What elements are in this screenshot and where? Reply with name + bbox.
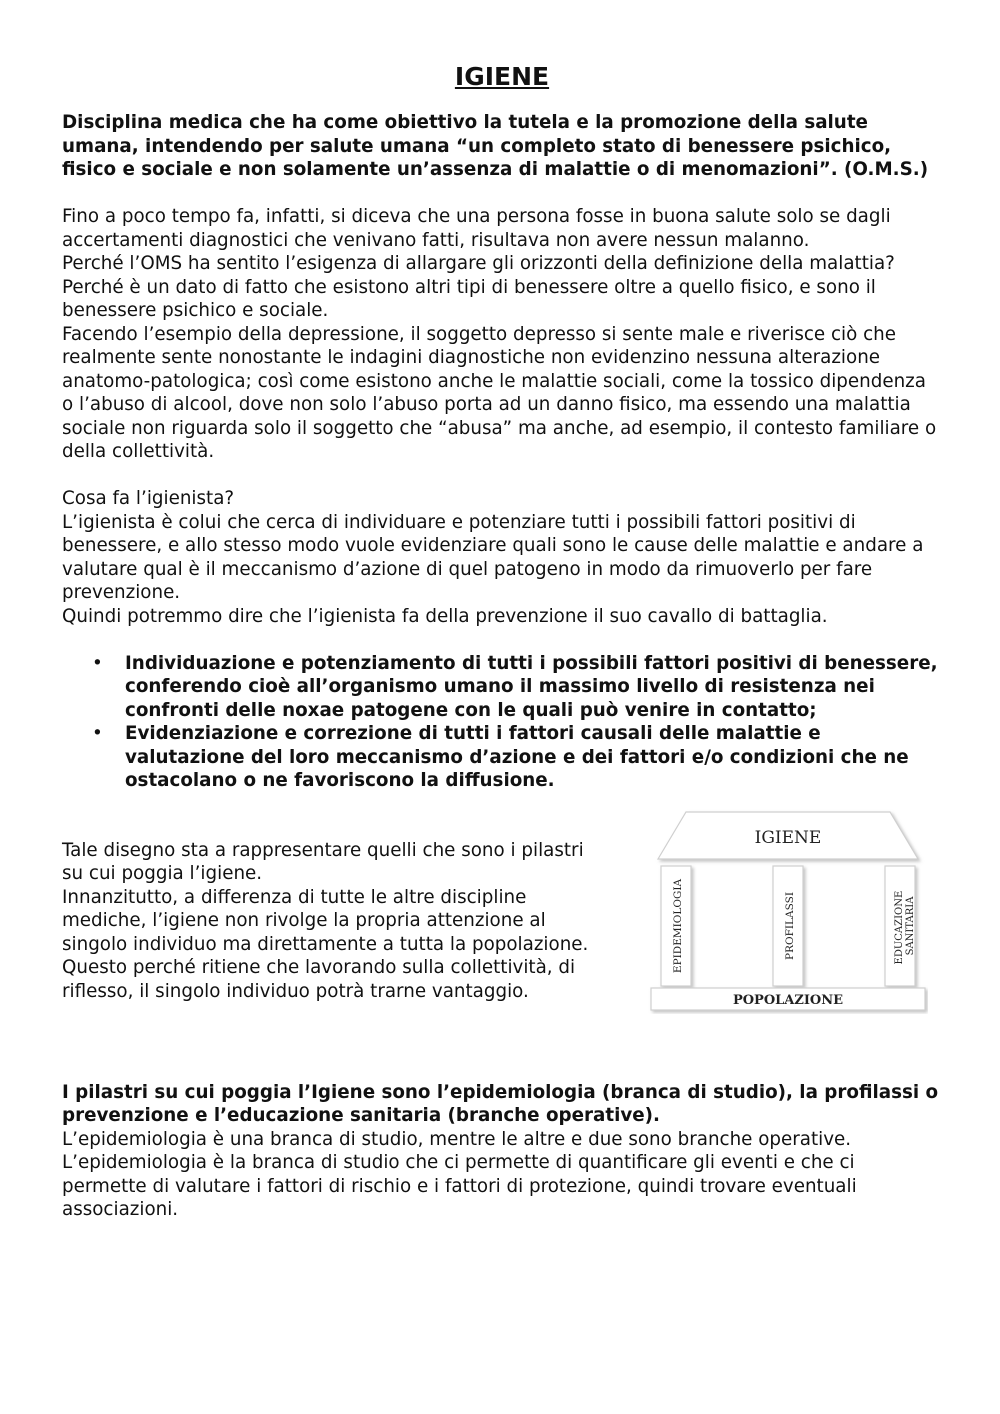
hygienist-conclusion: Quindi potremmo dire che l’igienista fa della prevenzione il suo cavallo di battaglia.: [62, 605, 828, 627]
epidemiology-definition: L’epidemiologia è la branca di studio che ci permette di quantificare gli eventi e che ci permette di valutare i fattori di rischio e i fattori di protezione, quindi trovare eventuali associazioni.: [62, 1152, 857, 1220]
depression-example: Facendo l’esempio della depressione, il soggetto depresso si sente male e riverisce ciò che realmente sente nonostante le indagini diagnostiche non evidenzino nessuna alterazione anatomo-patologica; così come esistono anche le malattie sociali, come la tossico dipendenza o l’abuso di alcool, dove non solo l’abuso porta ad un danno fisico, ma essendo una malattia sociale non riguarda solo il soggetto che “abusa” ma anche, ad esempio, il contesto familiare o della collettività.: [62, 323, 937, 462]
figure-section: [62, 827, 942, 1079]
list-item: [92, 652, 942, 723]
objectives-list: [62, 652, 942, 793]
diagram-base-label: POPOLAZIONE: [732, 992, 844, 1008]
figure-caption-text: [62, 839, 602, 1004]
definition-paragraph: Disciplina medica che ha come obiettivo la tutela e la promozione della salute umana, intendendo per salute umana “un completo stato di benessere psichico, fisico e sociale e non solamente un’assenza di malattie o di menomazioni”. (O.M.S.): [62, 112, 929, 180]
bullet-icon: •: [92, 723, 103, 744]
diagram-pillar-label: EDUCAZIONE SANITARIA: [894, 890, 916, 964]
list-item-text: Evidenziazione e correzione di tutti i fattori causali delle malattie e valutazione del loro meccanismo d’azione e dei fattori e/o condizioni che ne ostacolano o ne favoriscono la diffusione.: [125, 723, 909, 791]
spacer: [62, 628, 942, 652]
diagram-pillar-label: EPIDEMIOLOGIA: [672, 878, 684, 973]
list-item: [92, 722, 942, 793]
diagram-roof-label: IGIENE: [754, 827, 822, 848]
pillars-summary: I pilastri su cui poggia l’Igiene sono l’epidemiologia (branca di studio), la profilassi o prevenzione e l’educazione sanitaria (branche operative).: [62, 1081, 939, 1126]
closing-section: [62, 1081, 942, 1222]
diagram-pillar-label: PROFILASSI: [784, 891, 796, 960]
page-title: IGIENE: [454, 62, 550, 91]
oms-question: Perché l’OMS ha sentito l’esigenza di allargare gli orizzonti della definizione della malattia?: [62, 253, 895, 274]
oms-answer: Perché è un dato di fatto che esistono altri tipi di benessere oltre a quello fisico, e sono il benessere psichico e sociale.: [62, 276, 876, 321]
hygiene-pillars-diagram: [648, 809, 928, 1014]
bullet-icon: •: [92, 652, 103, 674]
hygienist-description: L’igienista è colui che cerca di individuare e potenziare tutti i possibili fattori positivi di benessere, e allo stesso modo vuole evidenziare quali sono le cause delle malattie e andare a valutare qual è il meccanismo d’azione di quel patogeno in modo da rimuoverlo per fare prevenzione.: [62, 511, 924, 603]
spacer: [62, 464, 942, 488]
hygienist-question: Cosa fa l’igienista?: [62, 488, 235, 509]
figure-intro: Tale disegno sta a rappresentare quelli che sono i pilastri su cui poggia l’igiene.: [62, 839, 584, 884]
list-item-text: Individuazione e potenziamento di tutti i possibili fattori positivi di benessere, conferendo cioè all’organismo umano il massimo livello di resistenza nei confronti delle noxae patogene con le quali può venire in contatto;: [125, 652, 938, 721]
spacer: [62, 182, 942, 206]
figure-explanation: Innanzitutto, a differenza di tutte le altre discipline mediche, l’igiene non rivolge la propria attenzione al singolo individuo ma direttamente a tutta la popolazione. Questo perché ritiene che lavorando sulla collettività, di riflesso, il singolo individuo potrà trarne vantaggio.: [62, 886, 589, 1002]
history-sentence: Fino a poco tempo fa, infatti, si diceva che una persona fosse in buona salute solo se dagli accertamenti diagnostici che venivano fatti, risultava non avere nessun malanno.: [62, 206, 891, 251]
epidemiology-note: L’epidemiologia è una branca di studio, mentre le altre e due sono branche operative.: [62, 1128, 852, 1150]
document-page: [62, 60, 942, 1222]
